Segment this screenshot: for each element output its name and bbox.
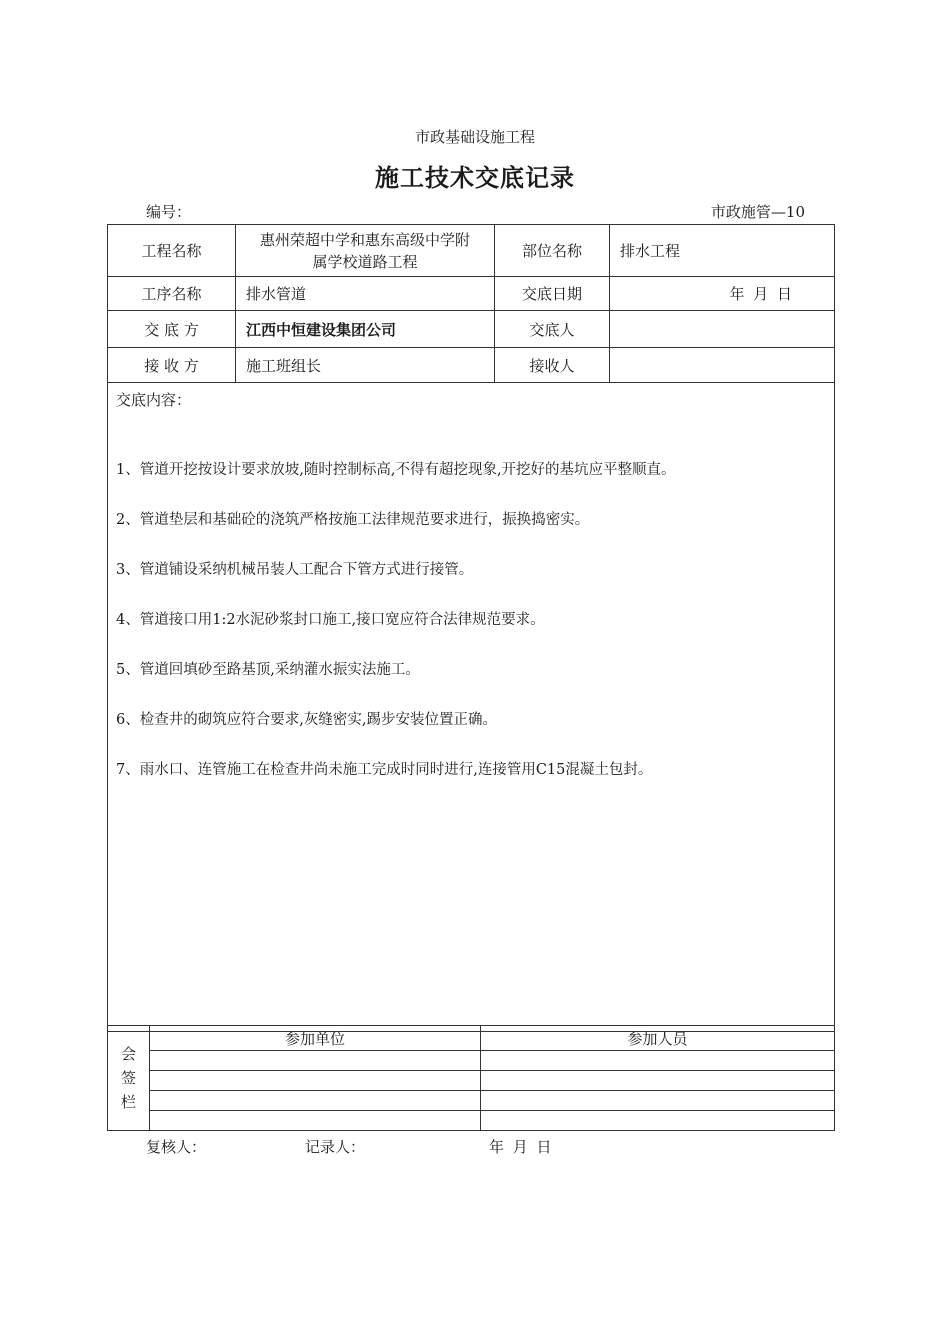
content-item: 4、管道接口用1:2水泥砂浆封口施工,接口宽应符合法律规范要求。 [116, 612, 545, 628]
row-process [108, 277, 835, 311]
content-item: 1、管道开挖按设计要求放坡,随时控制标高,不得有超挖现象,开挖好的基坑应平整顺直。 [116, 462, 676, 478]
content-item: 7、雨水口、连管施工在检查井尚未施工完成时同时进行,连接管用C15混凝土包封。 [116, 762, 653, 778]
handover-date-label: 交底日期 [495, 277, 610, 311]
document-title: 施工技术交底记录 [375, 163, 575, 192]
sign-side-char: 签 [120, 1069, 136, 1087]
sign-unit-cell[interactable] [150, 1071, 481, 1091]
project-name-value [236, 225, 495, 277]
col-unit-header: 参加单位 [150, 1026, 481, 1051]
document-subtitle: 市政基础设施工程 [414, 128, 535, 146]
row-project [108, 225, 835, 277]
sign-row [108, 1091, 835, 1111]
reviewer-label: 复核人： [146, 1138, 207, 1156]
sign-header-row [108, 1026, 835, 1051]
signature-table [107, 1025, 835, 1131]
number-label: 编号： [146, 203, 192, 221]
row-receiving [108, 348, 835, 383]
content-item: 5、管道回填砂至路基顶,采纳灌水振实法施工。 [116, 662, 420, 678]
receiver-label: 接收人 [495, 348, 610, 383]
sign-unit-cell[interactable] [150, 1091, 481, 1111]
part-name-label: 部位名称 [495, 225, 610, 277]
sign-person-cell[interactable] [481, 1111, 835, 1131]
col-person-header: 参加人员 [481, 1026, 835, 1051]
handover-party-label: 交 底 方 [108, 311, 236, 348]
row-content [108, 383, 835, 1032]
sign-unit-cell[interactable] [150, 1051, 481, 1071]
handover-person-label: 交底人 [495, 311, 610, 348]
receiving-party-value: 施工班组长 [236, 348, 495, 383]
sign-side-label [108, 1026, 150, 1131]
part-name-value: 排水工程 [610, 225, 835, 277]
content-area [108, 383, 835, 1032]
content-item: 2、管道垫层和基础砼的浇筑严格按施工法律规范要求进行，振换捣密实。 [116, 512, 590, 528]
receiving-party-label: 接 收 方 [108, 348, 236, 383]
sign-side-char: 栏 [120, 1093, 136, 1111]
row-handover [108, 311, 835, 348]
sign-person-cell[interactable] [481, 1091, 835, 1111]
handover-person-value [610, 311, 835, 348]
content-heading: 交底内容： [116, 391, 192, 409]
process-name-value: 排水管道 [236, 277, 495, 311]
number-value: 市政施管—10 [710, 203, 805, 221]
project-name-line1: 惠州荣超中学和惠东高级中学附 [259, 230, 470, 249]
content-item: 3、管道铺设采纳机械吊装人工配合下管方式进行接管。 [116, 562, 474, 578]
info-table [107, 224, 835, 1032]
process-name-label: 工序名称 [108, 277, 236, 311]
receiver-value [610, 348, 835, 383]
sign-person-cell[interactable] [481, 1071, 835, 1091]
project-name-line2: 属学校道路工程 [312, 252, 418, 271]
recorder-label: 记录人： [305, 1138, 366, 1156]
handover-party-value: 江西中恒建设集团公司 [236, 311, 495, 348]
sign-unit-cell[interactable] [150, 1111, 481, 1131]
sign-person-cell[interactable] [481, 1051, 835, 1071]
sign-side-char: 会 [120, 1045, 136, 1063]
sign-row [108, 1051, 835, 1071]
sign-row [108, 1071, 835, 1091]
project-name-label: 工程名称 [108, 225, 236, 277]
footer-date: 年 月 日 [489, 1138, 554, 1156]
handover-date-value: 年 月 日 [610, 277, 835, 311]
content-item: 6、检查井的砌筑应符合要求,灰缝密实,踢步安装位置正确。 [116, 712, 497, 728]
sign-row [108, 1111, 835, 1131]
